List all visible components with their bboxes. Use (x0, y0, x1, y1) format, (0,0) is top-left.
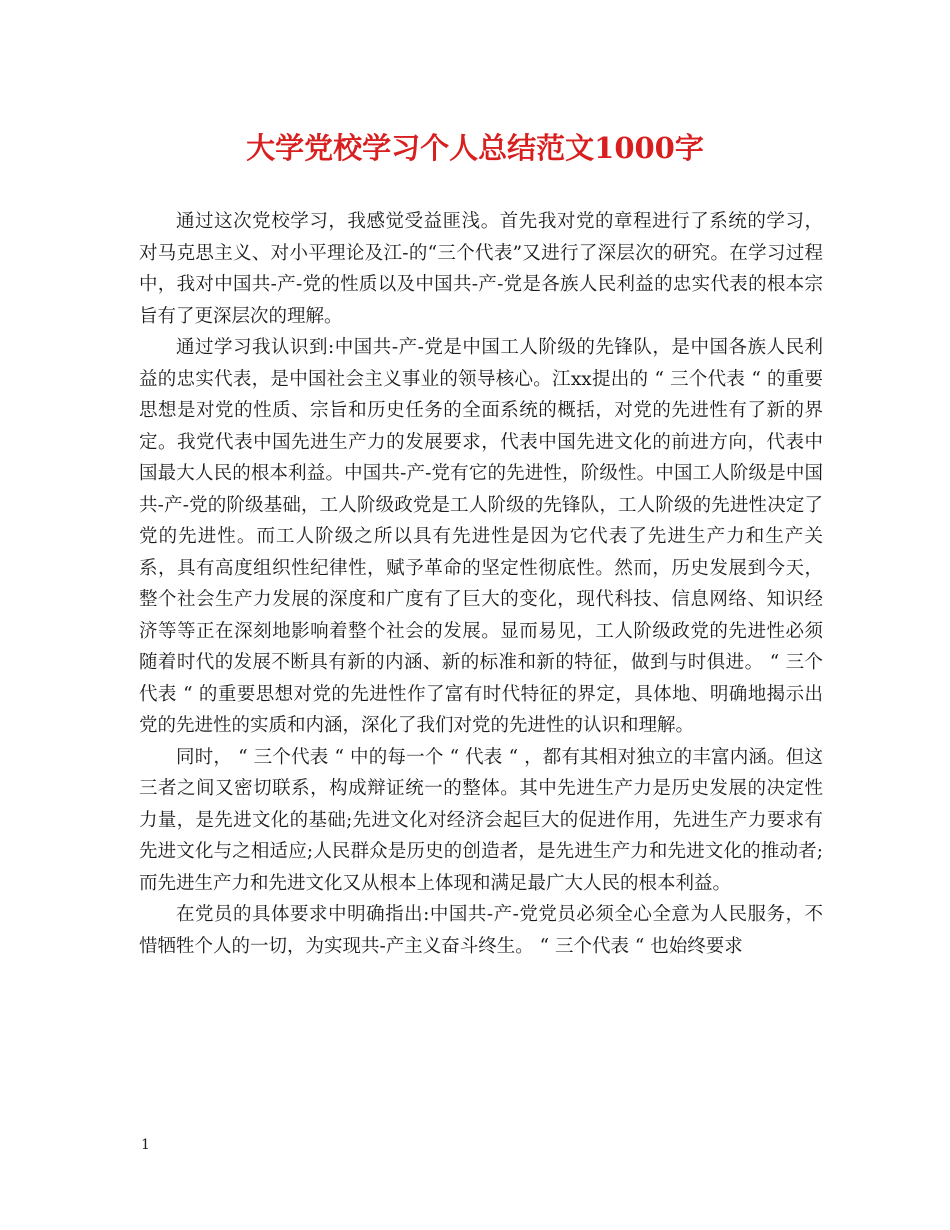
paragraph-1: 通过这次党校学习，我感觉受益匪浅。首先我对党的章程进行了系统的学习，对马克思主义、对小平理论及江-的“三个代表”又进行了深层次的研究。在学习过程中，我对中国共-产-党的性质以及中国共-产-党是各族人民利益的忠实代表的根本宗旨有了更深层次的理解。 (139, 211, 823, 327)
paragraph-4: 在党员的具体要求中明确指出:中国共-产-党党员必须全心全意为人民服务，不惜牺牲个人的一切，为实现共-产主义奋斗终生。 “ 三个代表 “ 也始终要求 (139, 904, 823, 957)
page-number: 1 (141, 1137, 150, 1153)
document-title: 大学党校学习个人总结范文1000字 (246, 131, 704, 165)
document-body (139, 206, 823, 962)
paragraph-3: 同时， “ 三个代表 “ 中的每一个 “ 代表 “ ，都有其相对独立的丰富内涵。但这三者之间又密切联系，构成辩证统一的整体。其中先进生产力是历史发展的决定性力量，是先进文化的基础;先进文化对经济会起巨大的促进作用，先进生产力要求有先进文化与之相适应;人民群众是历史的创造者，是先进生产力和先进文化的推动者;而先进生产力和先进文化又从根本上体现和满足最广大人民的根本利益。 (139, 746, 823, 894)
paragraph-2: 通过学习我认识到:中国共-产-党是中国工人阶级的先锋队，是中国各族人民利益的忠实代表，是中国社会主义事业的领导核心。江xx提出的 “ 三个代表 “ 的重要思想是对党的性质、宗旨和历史任务的全面系统的概括，对党的先进性有了新的界定。我党代表中国先进生产力的发展要求，代表中国先进文化的前进方向，代表中国最大人民的根本利益。中国共-产-党有它的先进性，阶级性。中国工人阶级是中国共-产-党的阶级基础，工人阶级政党是工人阶级的先锋队，工人阶级的先进性决定了党的先进性。而工人阶级之所以具有先进性是因为它代表了先进生产力和生产关系，具有高度组织性纪律性，赋予革命的坚定性彻底性。然而，历史发展到今天，整个社会生产力发展的深度和广度有了巨大的变化，现代科技、信息网络、知识经济等等正在深刻地影响着整个社会的发展。显而易见，工人阶级政党的先进性必须随着时代的发展不断具有新的内涵、新的标准和新的特征，做到与时俱进。 “ 三个代表 “ 的重要思想对党的先进性作了富有时代特征的界定，具体地、明确地揭示出党的先进性的实质和内涵，深化了我们对党的先进性的认识和理解。 (139, 337, 823, 736)
